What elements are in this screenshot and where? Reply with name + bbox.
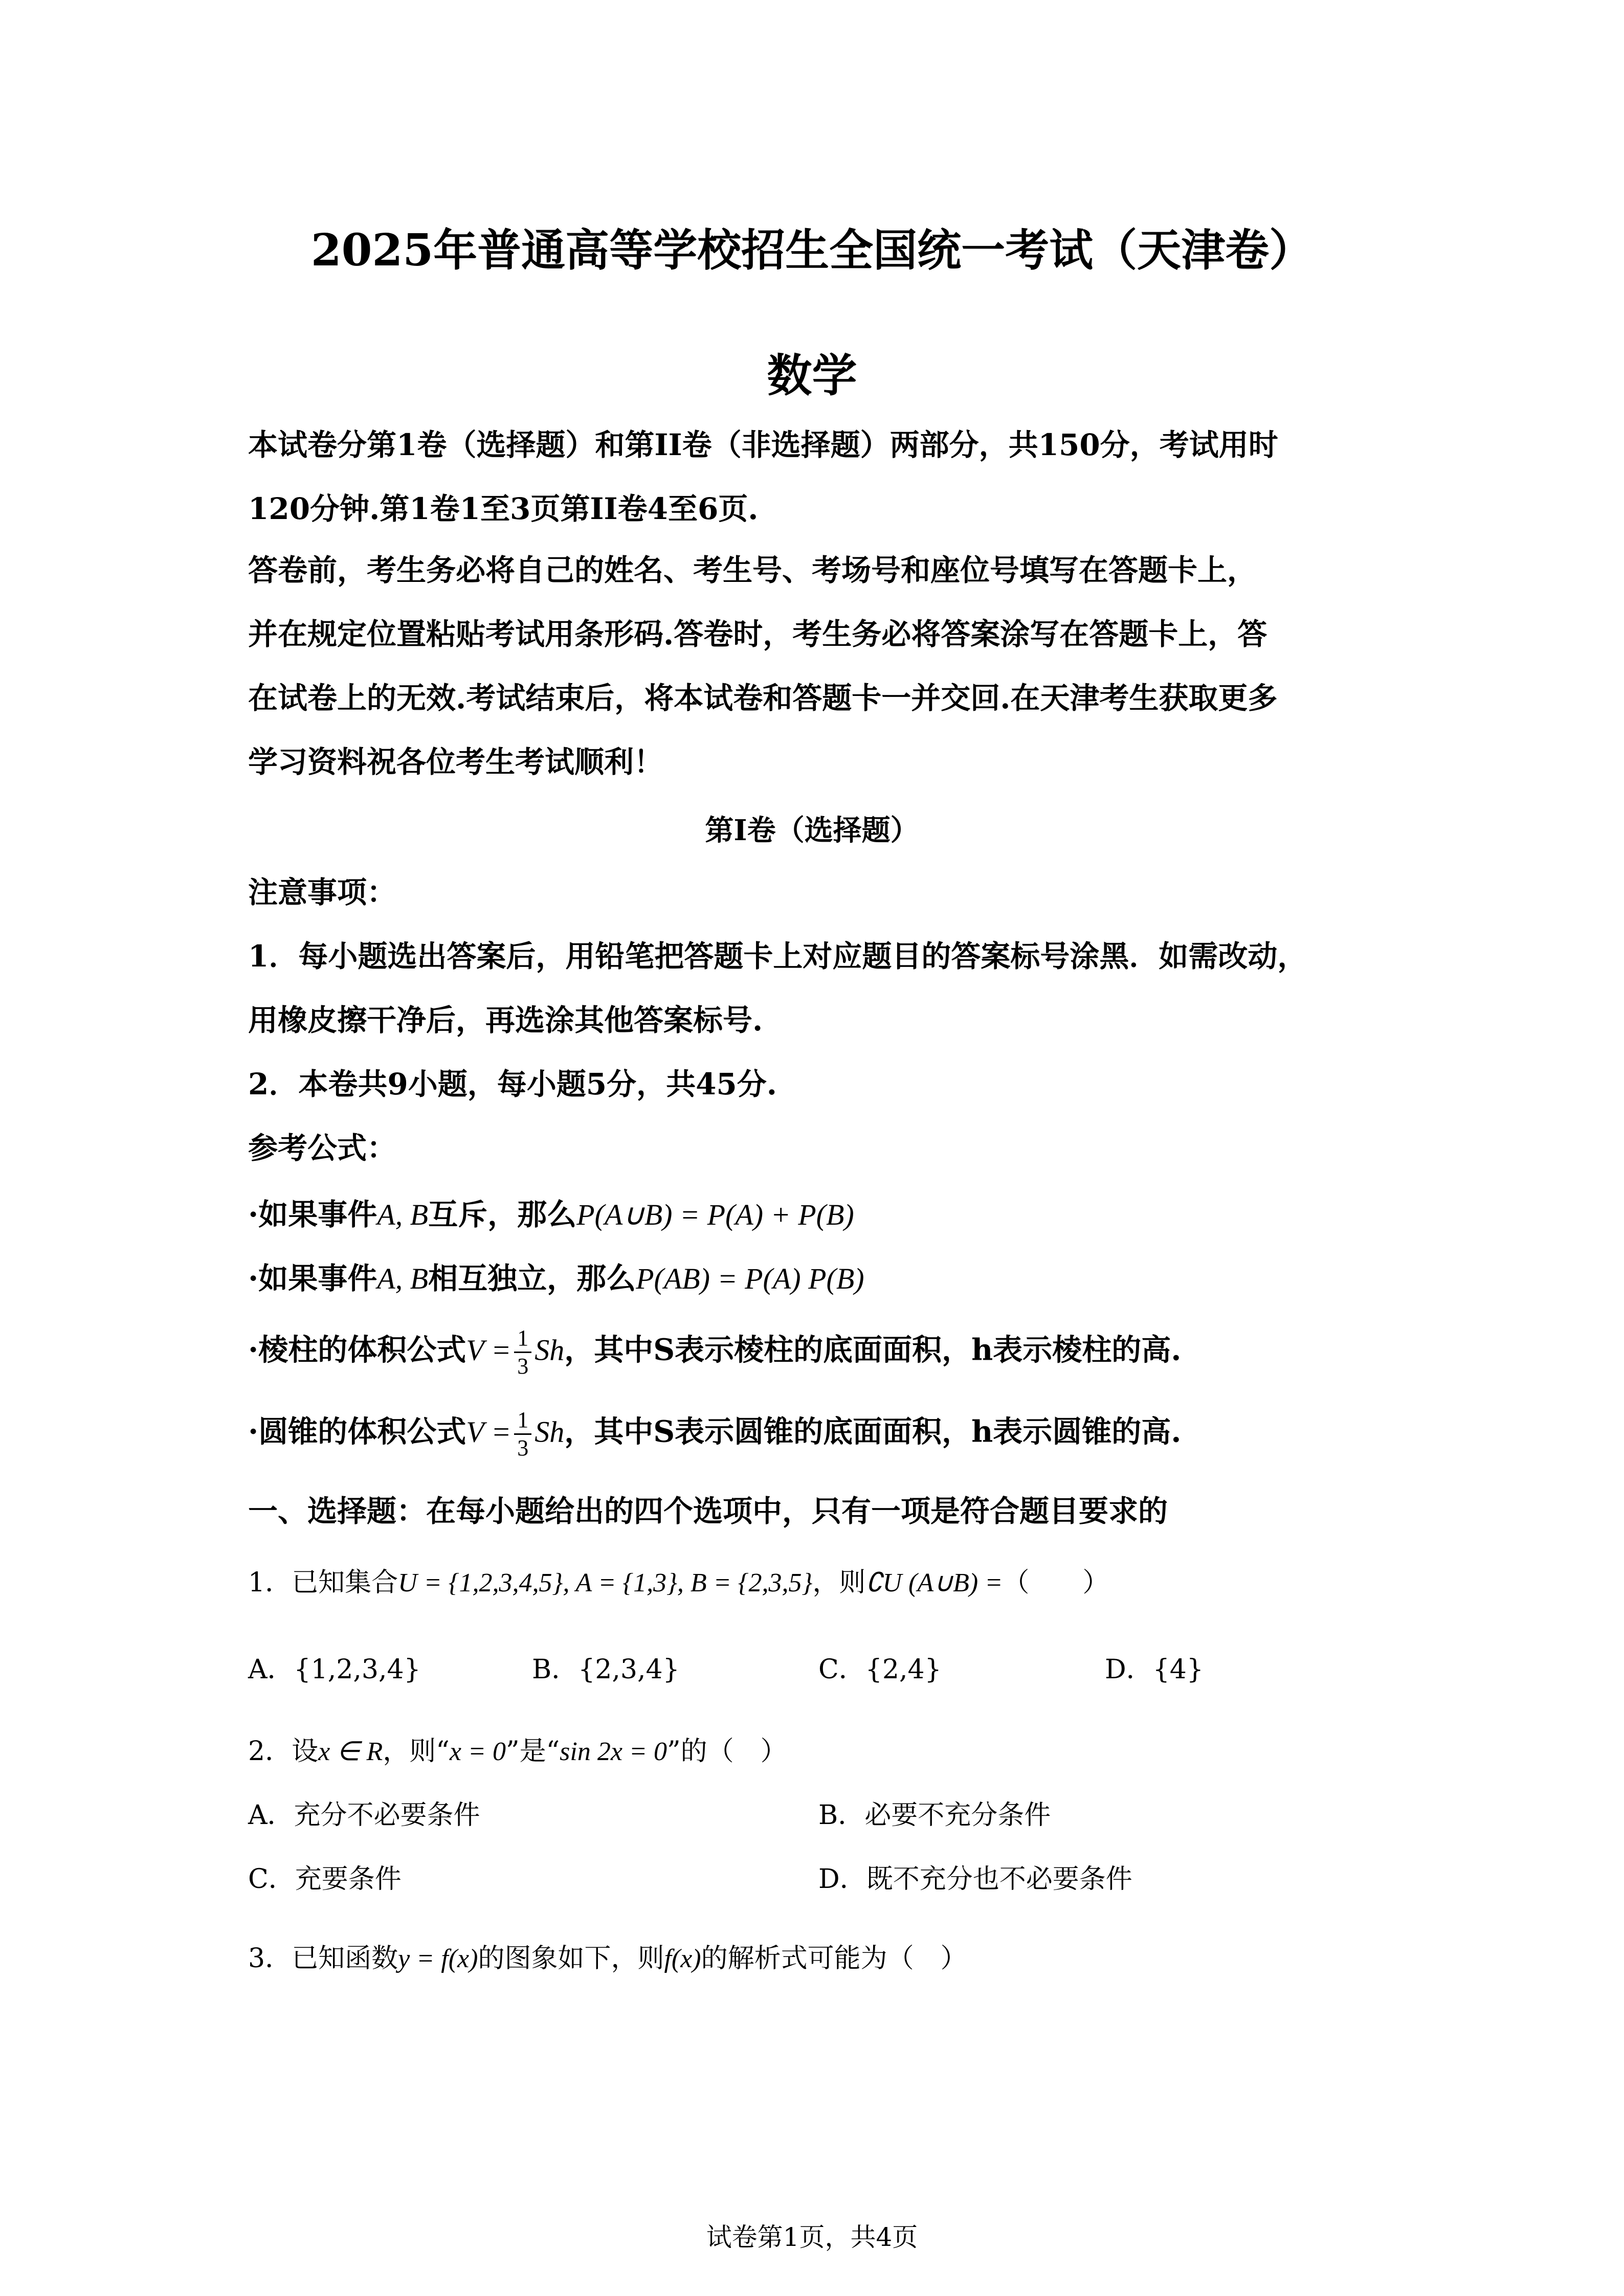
question-3-mid: 的图象如下，则 — [478, 1943, 664, 1974]
formula-2-mid: 相互独立，那么 — [428, 1261, 636, 1296]
intro-line-5: 在试卷上的无效.考试结束后，将本试卷和答题卡一并交回.在天津考生获取更多 — [248, 681, 1278, 715]
formula-1-vars: A, B — [377, 1198, 429, 1231]
formula-label: 参考公式： — [248, 1131, 397, 1165]
intro-line-2: 120分钟.第1卷1至3页第II卷4至6页. — [248, 491, 759, 526]
question-3 — [248, 1941, 967, 1977]
formula-2-expr: P(AB) = P(A) P(B) — [636, 1262, 864, 1295]
question-1-option-a[interactable]: A．{1,2,3,4} — [248, 1654, 421, 1685]
question-2-option-b[interactable]: B．必要不充分条件 — [818, 1800, 1051, 1831]
subject-title: 数学 — [767, 349, 857, 402]
question-3-function: y = f(x) — [398, 1944, 478, 1973]
formula-4-denominator: 3 — [517, 1435, 529, 1460]
question-2-suffix: ”的（ ） — [667, 1736, 787, 1767]
question-2-option-d[interactable]: D．既不充分也不必要条件 — [818, 1864, 1132, 1895]
intro-line-1: 本试卷分第1卷（选择题）和第II卷（非选择题）两部分，共150分，考试用时 — [248, 427, 1278, 462]
formula-3-prefix: ·棱柱的体积公式 — [248, 1332, 466, 1367]
formula-2-vars: A, B — [377, 1262, 429, 1295]
notes-label: 注意事项： — [248, 875, 397, 910]
question-2-domain: x ∈ R — [318, 1737, 383, 1766]
question-3-prefix: 3．已知函数 — [248, 1943, 398, 1974]
question-2-mid: ，则“ — [383, 1736, 450, 1767]
formula-4 — [248, 1409, 1181, 1459]
formula-3-numerator: 1 — [514, 1327, 531, 1353]
question-2-option-c[interactable]: C．充要条件 — [248, 1864, 402, 1895]
exam-title: 2025年普通高等学校招生全国统一考试（天津卷） — [310, 224, 1314, 276]
intro-line-4: 并在规定位置粘贴考试用条形码.答卷时，考生务必将答案涂写在答题卡上，答 — [248, 617, 1267, 651]
formula-4-lhs: V = — [466, 1415, 511, 1449]
section-heading: 第I卷（选择题） — [705, 814, 919, 847]
formula-3-suffix: ，其中S表示棱柱的底面面积，h表示棱柱的高. — [564, 1332, 1182, 1367]
intro-line-3: 答卷前，考生务必将自己的姓名、考生号、考场号和座位号填写在答题卡上， — [248, 553, 1257, 588]
question-2-prefix: 2．设 — [248, 1736, 319, 1767]
formula-4-rhs: Sh — [535, 1415, 565, 1449]
formula-1 — [248, 1194, 854, 1235]
note-1-line-1: 1．每小题选出答案后，用铅笔把答题卡上对应题目的答案标号涂黑．如需改动， — [248, 939, 1307, 974]
formula-1-expr: P(A∪B) = P(A) + P(B) — [576, 1198, 854, 1231]
question-2 — [248, 1734, 787, 1770]
question-2-option-a[interactable]: A．充分不必要条件 — [248, 1800, 480, 1831]
formula-3-lhs: V = — [466, 1333, 511, 1367]
formula-4-prefix: ·圆锥的体积公式 — [248, 1414, 466, 1449]
question-2-condition: x = 0 — [449, 1737, 506, 1766]
question-1-prefix: 1．已知集合 — [248, 1567, 398, 1598]
question-1-suffix: （ ） — [1003, 1567, 1109, 1598]
formula-1-prefix: ·如果事件 — [248, 1197, 377, 1232]
formula-4-fraction — [514, 1409, 531, 1459]
intro-line-6: 学习资料祝各位考生考试顺利！ — [248, 745, 664, 779]
note-2: 2．本卷共9小题，每小题5分，共45分. — [248, 1067, 777, 1101]
question-2-mid2: ”是“ — [506, 1736, 560, 1767]
question-1-sets: U = {1,2,3,4,5}, A = {1,3}, B = {2,3,5} — [398, 1568, 813, 1597]
note-1-line-2: 用橡皮擦干净后，再选涂其他答案标号. — [248, 1003, 763, 1038]
question-1-option-c[interactable]: C．{2,4} — [818, 1654, 942, 1685]
question-2-sine: sin 2x = 0 — [560, 1737, 668, 1766]
formula-4-numerator: 1 — [514, 1409, 531, 1435]
question-1-mid: ，则 — [812, 1567, 866, 1598]
page-footer: 试卷第1页，共4页 — [706, 2222, 918, 2252]
formula-4-suffix: ，其中S表示圆锥的底面面积，h表示圆锥的高. — [564, 1414, 1182, 1449]
formula-3-rhs: Sh — [535, 1333, 565, 1367]
formula-3-fraction — [514, 1327, 531, 1378]
formula-2 — [248, 1258, 864, 1299]
question-1 — [248, 1565, 1109, 1601]
question-1-option-b[interactable]: B．{2,3,4} — [532, 1654, 680, 1685]
choice-section-heading: 一、选择题：在每小题给出的四个选项中，只有一项是符合题目要求的 — [248, 1494, 1168, 1528]
formula-3 — [248, 1327, 1181, 1378]
question-1-complement: ∁U (A∪B) = — [865, 1568, 1003, 1597]
question-1-option-d[interactable]: D．{4} — [1105, 1654, 1204, 1685]
formula-1-mid: 互斥，那么 — [428, 1197, 577, 1232]
formula-2-prefix: ·如果事件 — [248, 1261, 377, 1296]
formula-3-denominator: 3 — [517, 1354, 529, 1379]
question-3-function-ref: f(x) — [664, 1944, 701, 1973]
question-3-suffix: 的解析式可能为（ ） — [701, 1943, 967, 1974]
